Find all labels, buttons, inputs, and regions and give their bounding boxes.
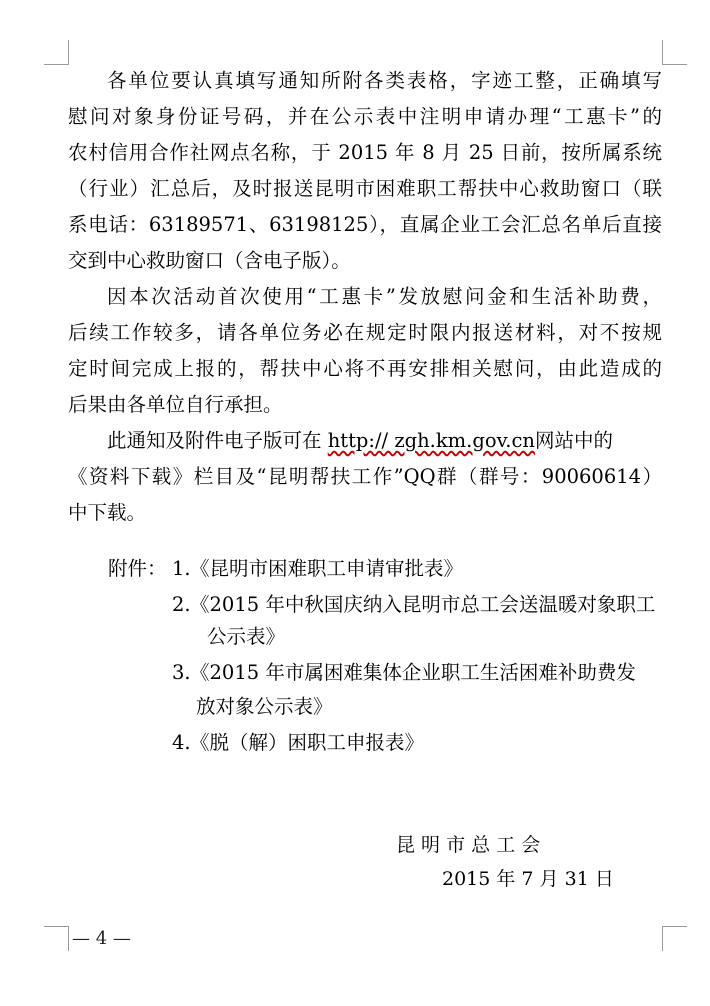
paragraph-3-line-3: 中下载。 bbox=[68, 501, 147, 524]
crop-mark-bottom-right bbox=[662, 926, 687, 951]
paragraph-1-line-3: 农村信用合作社网点名称，于 2015 年 8 月 25 日前，按所属系统 bbox=[68, 141, 662, 164]
paragraph-2-line-3: 定时间完成上报的，帮扶中心将不再安排相关慰问，由此造成的 bbox=[68, 357, 662, 380]
paragraph-2-line-1: 因本次活动首次使用“工惠卡”发放慰问金和生活补助费， bbox=[107, 285, 662, 308]
attachment-3-title-line-2: 放对象公示表》 bbox=[196, 695, 333, 718]
attachments-label: 附件： bbox=[108, 557, 167, 580]
attachment-4-number: 4. bbox=[172, 731, 191, 754]
attachment-3-title-line-1: 《2015 年市属困难集体企业职工生活困难补助费发 bbox=[190, 661, 636, 684]
paragraph-2-line-2: 后续工作较多，请各单位务必在规定时限内报送材料，对不按规 bbox=[68, 321, 662, 344]
issue-date: 2015 年 7 月 31 日 bbox=[442, 868, 614, 890]
crop-mark-top-right bbox=[662, 40, 687, 65]
attachment-1-title: 《昆明市困难职工申请审批表》 bbox=[190, 557, 464, 580]
paragraph-1-line-4: （行业）汇总后，及时报送昆明市困难职工帮扶中心救助窗口（联 bbox=[68, 177, 662, 200]
paragraph-3-text-after-url: 网站中的 bbox=[534, 429, 613, 452]
attachment-1-number: 1. bbox=[172, 557, 191, 580]
paragraph-3-line-1 bbox=[68, 424, 662, 458]
attachment-2-number: 2. bbox=[172, 593, 191, 616]
attachment-2-title-line-2: 公示表》 bbox=[207, 625, 286, 648]
paragraph-2-line-4: 后果由各单位自行承担。 bbox=[68, 393, 283, 416]
paragraph-1-line-2: 慰问对象身份证号码，并在公示表中注明申请办理“工惠卡”的 bbox=[68, 105, 662, 128]
website-url-link[interactable]: http:// zgh.km.gov.cn bbox=[327, 429, 535, 452]
paragraph-1-line-5: 系电话：63189571、63198125），直属企业工会汇总名单后直接 bbox=[68, 213, 662, 236]
issuing-organization: 昆 明 市 总 工 会 bbox=[396, 834, 541, 856]
page-number: — 4 — bbox=[72, 928, 131, 949]
paragraph-1-line-1: 各单位要认真填写通知所附各类表格，字迹工整，正确填写 bbox=[107, 69, 662, 92]
paragraph-1-line-6: 交到中心救助窗口（含电子版）。 bbox=[68, 249, 351, 272]
crop-mark-bottom-left bbox=[44, 926, 69, 951]
paragraph-3-text-before-url: 此通知及附件电子版可在 bbox=[107, 429, 328, 452]
attachment-3-number: 3. bbox=[172, 661, 191, 684]
attachment-4-title: 《脱（解）困职工申报表》 bbox=[190, 731, 425, 754]
crop-mark-top-left bbox=[44, 40, 69, 65]
attachment-2-title-line-1: 《2015 年中秋国庆纳入昆明市总工会送温暖对象职工 bbox=[190, 593, 656, 616]
paragraph-3-line-2: 《资料下载》栏目及“昆明帮扶工作”QQ群（群号：90060614） bbox=[68, 465, 662, 488]
